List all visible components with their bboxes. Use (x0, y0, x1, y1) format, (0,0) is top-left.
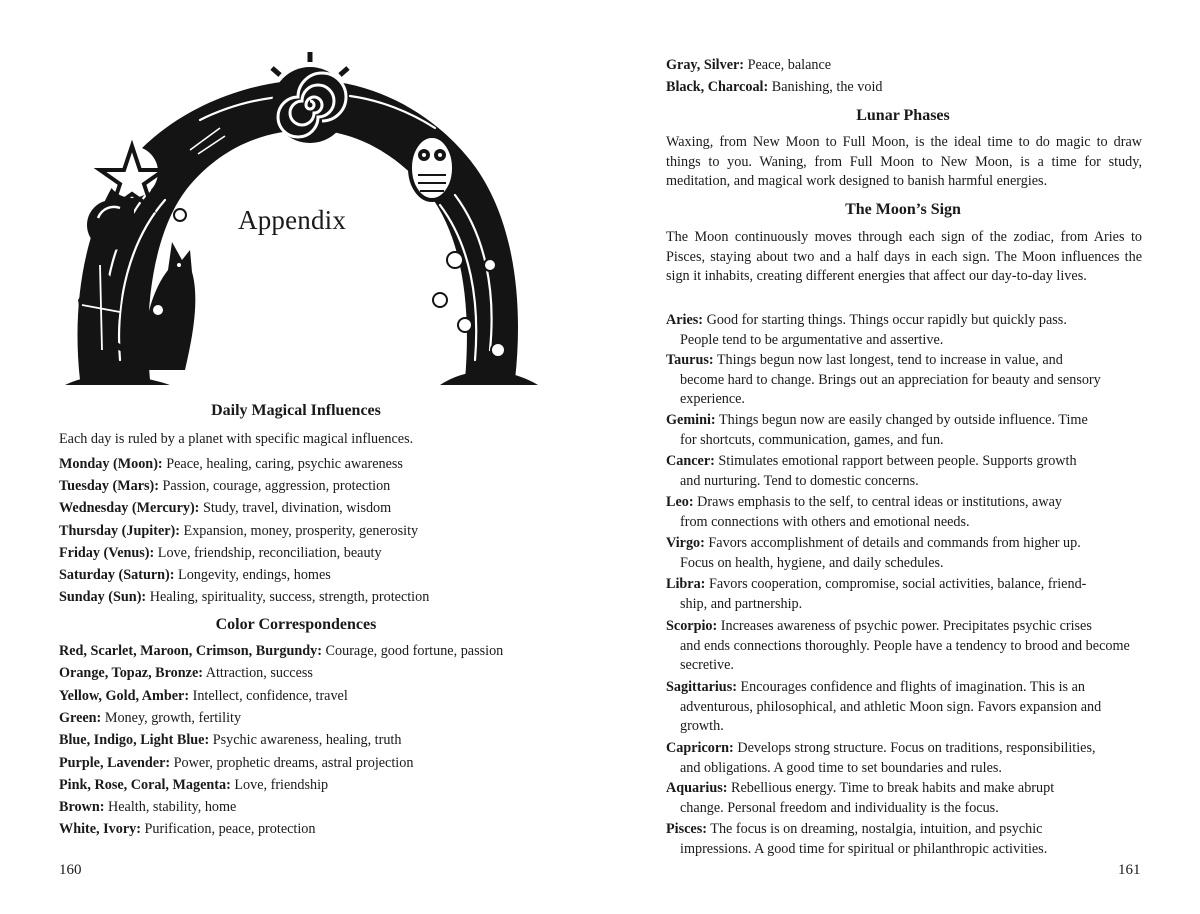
daily-influence-item (59, 454, 403, 474)
moon-sign-desc-rest: and ends connections thoroughly. People have a tendency to brood and become secretive. (680, 637, 1130, 673)
moon-sign-entry (666, 411, 1142, 450)
color-item (59, 686, 348, 706)
moon-sign-term: Pisces: (666, 821, 707, 837)
daily-influence-item-desc: Peace, healing, caring, psychic awareness (162, 456, 403, 472)
moon-sign-desc-rest: for shortcuts, communication, games, and fun. (680, 431, 944, 448)
color-item-desc: Health, stability, home (104, 799, 237, 816)
moon-sign-desc-first: The focus is on dreaming, nostalgia, intuition, and psychic (706, 821, 1043, 837)
moon-sign-term: Scorpio: (666, 618, 718, 634)
color-item-desc: Courage, good fortune, passion (322, 643, 504, 659)
moon-sign-desc-first: Things begun now last longest, tend to increase in value, and (713, 352, 1063, 368)
moon-sign-entry (666, 534, 1142, 573)
daily-influence-item-term: Wednesday (Mercury): (59, 500, 200, 517)
moon-sign-entry (666, 493, 1142, 532)
daily-influence-item-term: Saturday (Saturn): (59, 567, 175, 583)
color-item-desc: Love, friendship (230, 776, 329, 793)
daily-influence-item-desc: Longevity, endings, homes (174, 567, 331, 583)
daily-influence-item (59, 587, 429, 607)
moon-sign-term: Virgo: (666, 535, 705, 551)
color-item (59, 797, 236, 817)
daily-influence-item-term: Thursday (Jupiter): (59, 522, 180, 539)
moon-orb-icon (87, 200, 137, 250)
moon-sign-entry (666, 820, 1142, 859)
daily-influence-item-desc: Expansion, money, prosperity, generosity (180, 522, 419, 539)
color-item-term: Purple, Lavender: (59, 754, 171, 771)
color-item (666, 55, 831, 75)
daily-influence-item-term: Sunday (Sun): (59, 589, 147, 606)
moon-sign-desc-rest: and nurturing. Tend to domestic concerns. (680, 472, 919, 489)
moon-sign-entry (666, 617, 1142, 676)
daily-influence-item-desc: Study, travel, divination, wisdom (199, 500, 392, 517)
moon-sign-desc-first: Develops strong structure. Focus on traditions, responsibilities, (733, 740, 1096, 756)
moon-sign-entry (666, 575, 1142, 614)
moon-sign-entry (666, 739, 1142, 778)
daily-influence-item-desc: Healing, spirituality, success, strength, protection (146, 589, 430, 606)
color-item (59, 708, 241, 728)
color-item-desc: Power, prophetic dreams, astral projection (170, 754, 414, 771)
daily-intro: Each day is ruled by a planet with specific magical influences. (59, 431, 414, 447)
moon-sign-desc-rest: adventurous, philosophical, and athletic Moon sign. Favors expansion and growth. (680, 698, 1102, 734)
color-item-term: White, Ivory: (59, 821, 141, 838)
daily-influence-item (59, 543, 382, 563)
moon-sign-term: Cancer: (666, 453, 715, 469)
daily-influence-item (59, 498, 391, 518)
color-item (59, 819, 316, 839)
daily-influence-item (59, 565, 331, 585)
daily-influence-item-term: Monday (Moon): (59, 456, 163, 472)
moon-sign-term: Taurus: (666, 352, 714, 368)
moon-sign-desc-rest: Focus on health, hygiene, and daily schedules. (680, 554, 944, 571)
color-item-desc: Money, growth, fertility (101, 709, 242, 726)
moon-sign-desc-first: Things begun now are easily changed by outside influence. Time (715, 412, 1088, 428)
moon-sign-term: Capricorn: (666, 740, 734, 756)
moon-sign-desc-rest: change. Personal freedom and individuality is the focus. (680, 799, 999, 816)
daily-influence-item-desc: Passion, courage, aggression, protection (158, 478, 391, 495)
moon-sign-term: Sagittarius: (666, 679, 737, 695)
section-heading-moon-sign: The Moon’s Sign (845, 201, 961, 218)
color-item-desc: Purification, peace, protection (140, 821, 316, 838)
moon-sign-term: Libra: (666, 576, 706, 592)
moon-sign-entry (666, 678, 1142, 737)
moon-sign-desc-rest: from connections with others and emotional needs. (680, 513, 970, 530)
color-item (59, 663, 313, 683)
color-item-term: Green: (59, 709, 102, 726)
color-item-desc: Intellect, confidence, travel (189, 687, 348, 704)
section-heading-daily-influences: Daily Magical Influences (211, 402, 381, 419)
color-item-term: Blue, Indigo, Light Blue: (59, 732, 210, 749)
moon-sign-desc-first: Stimulates emotional rapport between people. Supports growth (714, 453, 1077, 469)
color-item (59, 753, 413, 773)
moon-sign-desc-first: Increases awareness of psychic power. Precipitates psychic crises (717, 618, 1092, 634)
moon-sign-term: Gemini: (666, 412, 716, 428)
moon-sign-desc-first: Good for starting things. Things occur rapidly but quickly pass. (703, 312, 1067, 328)
moon-sign-desc-first: Encourages confidence and flights of imagination. This is an (736, 679, 1085, 695)
moon-sign-desc-rest: impressions. A good time for spiritual or philanthropic activities. (680, 840, 1048, 857)
color-item-term: Brown: (59, 799, 105, 816)
color-item (59, 775, 328, 795)
owl-icon (410, 136, 454, 200)
color-item-desc: Psychic awareness, healing, truth (209, 732, 402, 749)
moon-sign-desc-first: Favors accomplishment of details and commands from higher up. (704, 535, 1081, 551)
moon-sign-entry (666, 779, 1142, 818)
moon-sign-desc-first: Favors cooperation, compromise, social activities, balance, friend- (705, 576, 1087, 592)
moon-sign-desc-rest: and obligations. A good time to set boundaries and rules. (680, 759, 1002, 776)
moon-sign-entry (666, 351, 1142, 410)
moon-sign-term: Aquarius: (666, 780, 728, 796)
color-item-term: Black, Charcoal: (666, 78, 769, 95)
color-item-term: Orange, Topaz, Bronze: (59, 665, 203, 682)
daily-influence-item-desc: Love, friendship, reconciliation, beauty (154, 544, 382, 561)
section-heading-lunar-phases: Lunar Phases (856, 107, 950, 124)
moon-sign-entry (666, 452, 1142, 491)
color-item-term: Pink, Rose, Coral, Magenta: (59, 776, 231, 793)
moon-sign-desc-first: Draws emphasis to the self, to central ideas or institutions, away (693, 494, 1062, 510)
moon-sign-desc-rest: People tend to be argumentative and assertive. (680, 331, 944, 348)
daily-influence-item (59, 521, 418, 541)
page-number-left: 160 (59, 862, 82, 878)
page-title: Appendix (238, 205, 347, 235)
color-item-desc: Banishing, the void (768, 78, 883, 95)
moon-sign-desc-first: Rebellious energy. Time to break habits and make abrupt (727, 780, 1055, 796)
color-item-desc: Peace, balance (744, 57, 832, 73)
daily-influence-item-term: Tuesday (Mars): (59, 478, 159, 495)
moon-sign-term: Aries: (666, 312, 704, 328)
moon-sign-intro: The Moon continuously moves through each sign of the zodiac, from Aries to Pisces, staying about two and a half days in each sign. The Moon influences the sign it inhabits, creating different energies that affect our day-to-day lives. (666, 229, 1142, 284)
color-item-term: Yellow, Gold, Amber: (59, 687, 190, 704)
daily-influence-item (59, 476, 390, 496)
moon-sign-desc-rest: ship, and partnership. (680, 595, 803, 612)
daily-influence-item-term: Friday (Venus): (59, 544, 155, 561)
color-item (59, 730, 401, 750)
color-item-term: Gray, Silver: (666, 57, 745, 73)
moon-sign-entry (666, 311, 1142, 350)
color-item (666, 77, 883, 97)
lunar-phases-text: Waxing, from New Moon to Full Moon, is the ideal time to do magic to draw things to you. Waning, from Full Moon to New Moon, is a time for study, meditation, and magical work designed to banish harmful energies. (666, 134, 1142, 189)
section-heading-color-correspondences: Color Correspondences (215, 616, 377, 633)
color-item (59, 641, 503, 661)
moon-sign-desc-rest: become hard to change. Brings out an appreciation for beauty and sensory experience. (680, 371, 1101, 407)
page-number-right: 161 (1118, 862, 1141, 878)
color-item-term: Red, Scarlet, Maroon, Crimson, Burgundy: (59, 643, 322, 659)
color-item-desc: Attraction, success (202, 665, 313, 682)
moon-sign-term: Leo: (666, 494, 694, 510)
right-page (600, 0, 1200, 914)
